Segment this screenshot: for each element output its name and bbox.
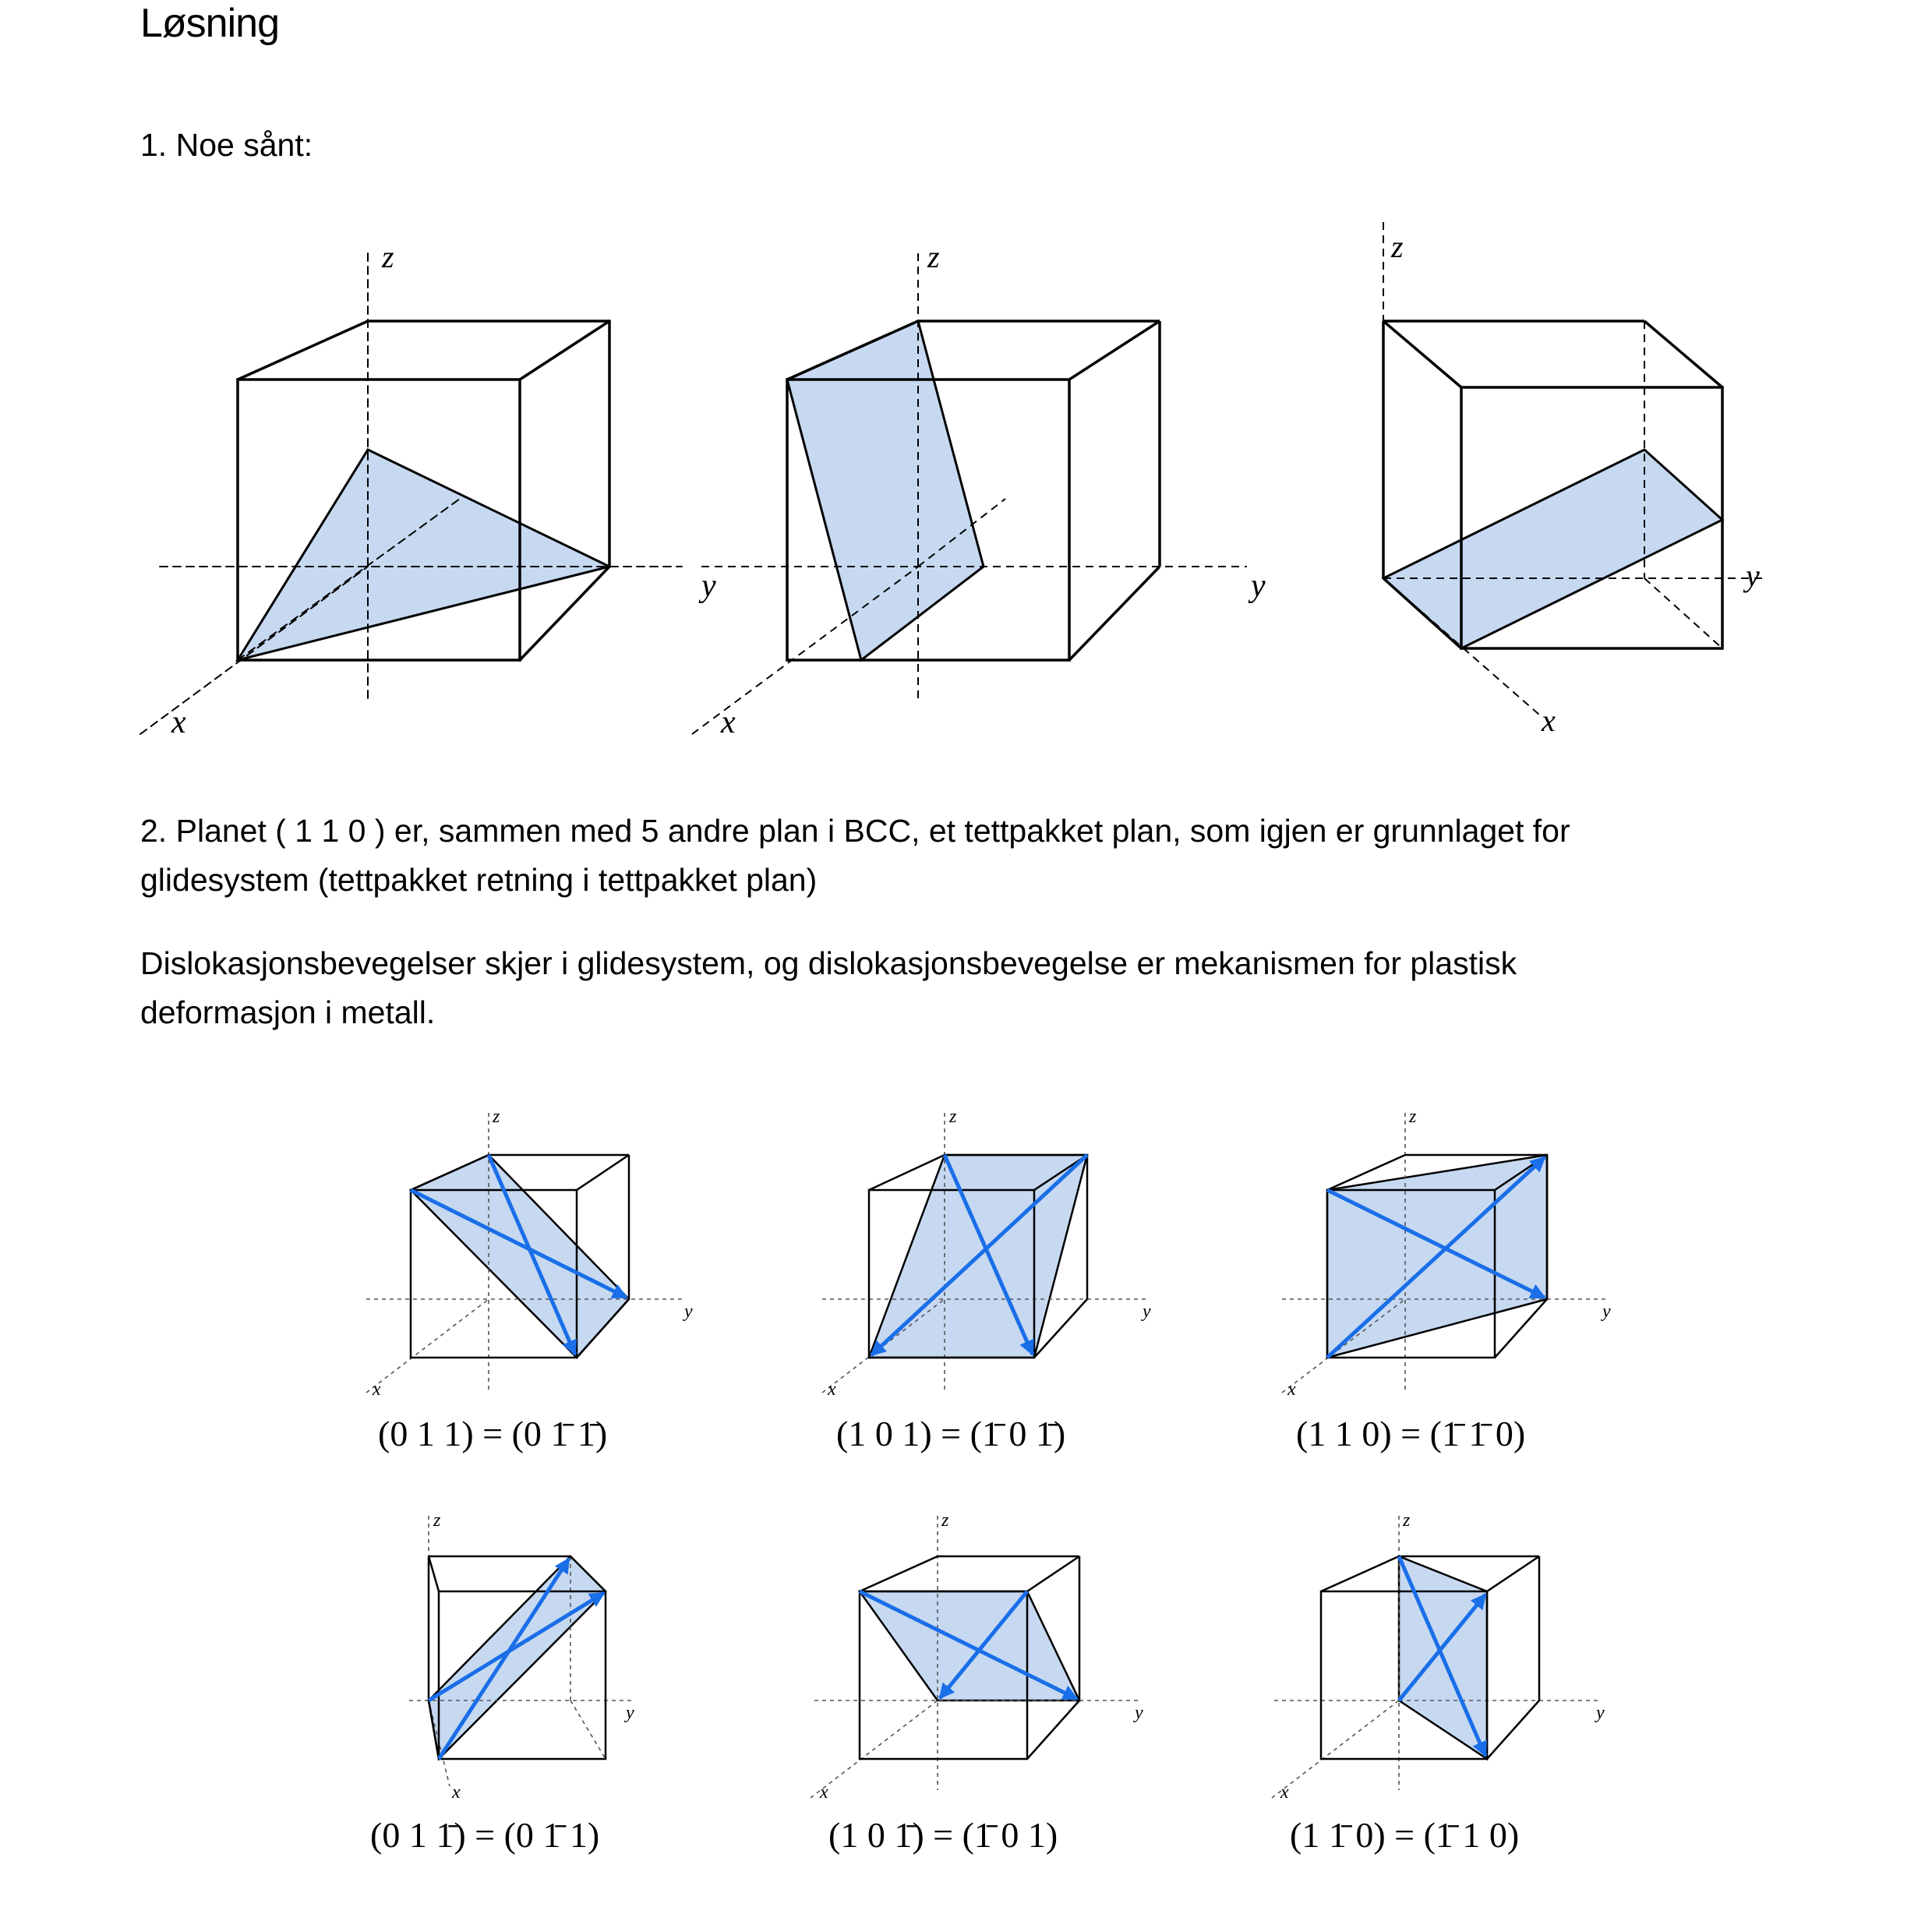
slip-5-x-label: x xyxy=(820,1782,828,1803)
figure-2-z-label: z xyxy=(927,239,940,274)
slip-4-x-label: x xyxy=(452,1782,461,1803)
slip-2-x-label: x xyxy=(828,1379,836,1400)
slip-6-x-label: x xyxy=(1280,1782,1289,1803)
question-2b-line2: deformasjon i metall. xyxy=(140,994,436,1030)
figure-3-x-label: x xyxy=(1542,703,1556,738)
slip-3-x-label: x xyxy=(1287,1379,1296,1400)
question-2b-line1: Dislokasjonsbevegelser skjer i glidesystem, og dislokasjonsbevegelse er mekanismen for plastisk xyxy=(140,945,1517,981)
figure-2-cube xyxy=(692,239,1266,740)
figure-1-plane xyxy=(238,450,609,660)
slip-6-caption: (1 1̄ 0) = (1̄ 1 0) xyxy=(1290,1815,1520,1855)
question-1-text: Noe sånt: xyxy=(175,127,313,163)
question-2-number: 2. xyxy=(140,813,168,849)
question-2-line1: Planet ( 1 1 0 ) er, sammen med 5 andre plan i BCC, et tettpakket plan, som igjen er grunnlaget for xyxy=(175,813,1570,849)
slip-plane-4 xyxy=(429,1556,606,1759)
slip-1-caption: (0 1 1) = (0 1̄ 1̄) xyxy=(378,1414,608,1453)
slip-3-z-label: z xyxy=(1409,1107,1417,1127)
slip-figure-1 xyxy=(366,1107,693,1453)
slip-4-z-label: z xyxy=(433,1510,441,1531)
slip-figure-2 xyxy=(822,1107,1151,1453)
slip-2-z-label: z xyxy=(949,1107,957,1127)
question-1-number: 1. xyxy=(140,127,168,163)
slip-1-z-label: z xyxy=(493,1107,500,1127)
slip-figure-5 xyxy=(811,1510,1143,1855)
slip-2-caption: (1 0 1) = (1̄ 0 1̄) xyxy=(836,1414,1066,1453)
slip-5-caption: (1 0 1̄) = (1̄ 0 1) xyxy=(828,1815,1058,1855)
slip-6-z-label: z xyxy=(1403,1510,1411,1531)
figure-3-cube xyxy=(1383,222,1765,738)
slip-figure-6 xyxy=(1272,1510,1605,1855)
figure-3-y-label: y xyxy=(1746,558,1760,593)
slip-1-x-label: x xyxy=(373,1379,381,1400)
figure-3-z-label: z xyxy=(1391,229,1404,264)
slip-5-y-label: y xyxy=(1135,1703,1143,1723)
figure-1-cube xyxy=(140,239,716,740)
slip-6-y-label: y xyxy=(1596,1703,1605,1723)
slip-1-y-label: y xyxy=(684,1301,693,1322)
figure-2-y-label: y xyxy=(1251,568,1266,604)
figure-2-plane xyxy=(787,321,984,660)
slip-2-y-label: y xyxy=(1143,1301,1151,1322)
slip-plane-1 xyxy=(411,1155,629,1358)
figure-2-x-label: x xyxy=(721,705,736,740)
slip-3-caption: (1 1 0) = (1̄ 1̄ 0) xyxy=(1296,1414,1526,1453)
slip-figure-3 xyxy=(1282,1107,1611,1453)
slip-5-z-label: z xyxy=(941,1510,949,1531)
slip-4-y-label: y xyxy=(626,1703,634,1723)
figure-1-x-label: x xyxy=(171,705,186,740)
figure-1-z-label: z xyxy=(382,239,394,274)
slip-figure-4 xyxy=(370,1510,634,1855)
slip-3-y-label: y xyxy=(1602,1301,1611,1322)
page-title: Løsning xyxy=(140,1,279,46)
question-2-line2: glidesystem (tettpakket retning i tettpakket plan) xyxy=(140,862,818,898)
slip-4-caption: (0 1 1̄) = (0 1̄ 1) xyxy=(370,1815,600,1855)
figure-1-y-label: y xyxy=(701,568,716,604)
figure-3-plane xyxy=(1383,450,1722,648)
